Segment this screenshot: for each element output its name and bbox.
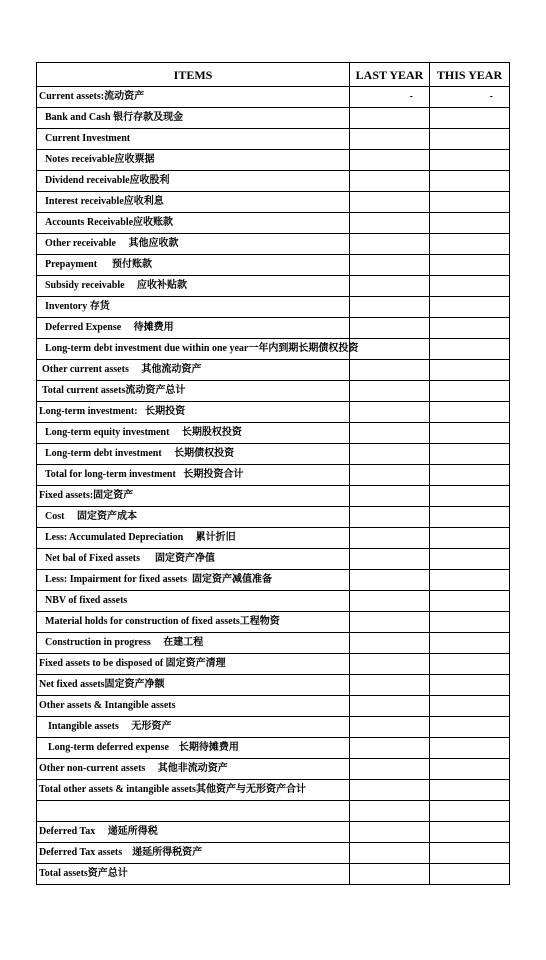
this-year-value bbox=[430, 570, 510, 591]
table-row bbox=[37, 318, 510, 339]
last-year-value bbox=[350, 801, 430, 822]
item-label-cell bbox=[37, 717, 350, 738]
item-label: Other current assets 其他流动资产 bbox=[42, 364, 202, 375]
item-label-cell bbox=[37, 171, 350, 192]
item-label: Deferred Tax 递延所得税 bbox=[39, 826, 158, 837]
table-row bbox=[37, 759, 510, 780]
last-year-value bbox=[350, 360, 430, 381]
item-label-cell bbox=[37, 192, 350, 213]
last-year-value bbox=[350, 423, 430, 444]
table-row bbox=[37, 801, 510, 822]
table-row bbox=[37, 507, 510, 528]
table-row bbox=[37, 234, 510, 255]
this-year-value bbox=[430, 696, 510, 717]
item-label: Accounts Receivable应收账款 bbox=[45, 217, 174, 228]
this-year-value bbox=[430, 864, 510, 885]
this-year-value bbox=[430, 297, 510, 318]
table-row bbox=[37, 738, 510, 759]
item-label: Deferred Tax assets 递延所得税资产 bbox=[39, 847, 203, 858]
item-label: Construction in progress 在建工程 bbox=[45, 637, 204, 648]
item-label: Current Investment bbox=[45, 133, 131, 144]
last-year-value bbox=[350, 318, 430, 339]
last-year-value bbox=[350, 192, 430, 213]
item-label: Other receivable 其他应收款 bbox=[45, 238, 179, 249]
this-year-value bbox=[430, 444, 510, 465]
item-label: Net bal of Fixed assets 固定资产净值 bbox=[45, 553, 215, 564]
item-label: Bank and Cash 银行存款及现金 bbox=[45, 112, 184, 123]
last-year-value bbox=[350, 381, 430, 402]
table-row bbox=[37, 297, 510, 318]
item-label-cell bbox=[37, 591, 350, 612]
table-row bbox=[37, 339, 510, 360]
item-label-cell bbox=[37, 612, 350, 633]
item-label-cell bbox=[37, 360, 350, 381]
last-year-value bbox=[350, 780, 430, 801]
item-label-cell bbox=[37, 486, 350, 507]
last-year-value bbox=[350, 507, 430, 528]
last-year-value bbox=[350, 297, 430, 318]
this-year-value bbox=[430, 318, 510, 339]
table-row bbox=[37, 486, 510, 507]
this-year-value bbox=[430, 402, 510, 423]
last-year-value bbox=[350, 402, 430, 423]
item-label-cell bbox=[37, 780, 350, 801]
last-year-value bbox=[350, 444, 430, 465]
table-row bbox=[37, 717, 510, 738]
item-label-cell bbox=[37, 843, 350, 864]
item-label-cell bbox=[37, 864, 350, 885]
table-row bbox=[37, 822, 510, 843]
item-label-cell bbox=[37, 150, 350, 171]
last-year-value bbox=[350, 633, 430, 654]
this-year-value bbox=[430, 507, 510, 528]
item-label: Total other assets & intangible assets其他资产与无形资产合计 bbox=[39, 784, 306, 795]
this-year-value bbox=[430, 528, 510, 549]
table-row bbox=[37, 87, 510, 108]
item-label-cell bbox=[37, 507, 350, 528]
this-year-value bbox=[430, 675, 510, 696]
table-row bbox=[37, 633, 510, 654]
last-year-value bbox=[350, 654, 430, 675]
last-year-value bbox=[350, 864, 430, 885]
this-year-value bbox=[430, 150, 510, 171]
this-year-value bbox=[430, 612, 510, 633]
table-body bbox=[37, 87, 510, 885]
last-year-value bbox=[350, 234, 430, 255]
table-row bbox=[37, 843, 510, 864]
last-year-value bbox=[350, 171, 430, 192]
table-row bbox=[37, 381, 510, 402]
item-label: NBV of fixed assets bbox=[45, 595, 128, 606]
item-label: Total current assets流动资产总计 bbox=[42, 385, 186, 396]
item-label-cell bbox=[37, 213, 350, 234]
item-label: Interest receivable应收利息 bbox=[45, 196, 164, 207]
table-row bbox=[37, 465, 510, 486]
last-year-value bbox=[350, 675, 430, 696]
last-year-value bbox=[350, 717, 430, 738]
item-label-cell bbox=[37, 402, 350, 423]
this-year-value bbox=[430, 738, 510, 759]
table-row bbox=[37, 591, 510, 612]
table-row bbox=[37, 444, 510, 465]
this-year-value bbox=[430, 423, 510, 444]
last-year-value bbox=[350, 570, 430, 591]
last-year-value bbox=[350, 696, 430, 717]
this-year-value bbox=[430, 213, 510, 234]
table-row bbox=[37, 276, 510, 297]
this-year-value bbox=[430, 549, 510, 570]
item-label: Dividend receivable应收股利 bbox=[45, 175, 170, 186]
item-label-cell bbox=[37, 297, 350, 318]
this-year-value bbox=[430, 633, 510, 654]
this-year-value bbox=[430, 843, 510, 864]
table-row bbox=[37, 171, 510, 192]
table-row bbox=[37, 528, 510, 549]
item-label-cell bbox=[37, 822, 350, 843]
item-label-cell bbox=[37, 444, 350, 465]
item-label: Notes receivable应收票据 bbox=[45, 154, 155, 165]
item-label-cell bbox=[37, 570, 350, 591]
item-label: Prepayment 预付账款 bbox=[45, 259, 153, 270]
header-this-year: THIS YEAR bbox=[430, 63, 510, 87]
header-row bbox=[37, 63, 510, 87]
last-year-value bbox=[350, 822, 430, 843]
item-label-cell bbox=[37, 87, 350, 108]
last-year-value bbox=[350, 465, 430, 486]
this-year-value bbox=[430, 339, 510, 360]
table-row bbox=[37, 423, 510, 444]
last-year-value bbox=[350, 591, 430, 612]
item-label-cell bbox=[37, 276, 350, 297]
item-label-cell bbox=[37, 549, 350, 570]
item-label: Fixed assets to be disposed of 固定资产清理 bbox=[39, 658, 226, 669]
item-label: Deferred Expense 待摊费用 bbox=[45, 322, 174, 333]
item-label: Less: Impairment for fixed assets 固定资产减值准备 bbox=[45, 574, 273, 585]
item-label: Total assets资产总计 bbox=[39, 868, 128, 879]
item-label: Long-term equity investment 长期股权投资 bbox=[45, 427, 242, 438]
table-row bbox=[37, 192, 510, 213]
table-row bbox=[37, 675, 510, 696]
item-label: Net fixed assets固定资产净额 bbox=[39, 679, 165, 690]
table-row bbox=[37, 213, 510, 234]
item-label: Material holds for construction of fixed assets工程物资 bbox=[45, 616, 280, 627]
last-year-value bbox=[350, 339, 430, 360]
last-year-value bbox=[350, 150, 430, 171]
last-year-value bbox=[350, 486, 430, 507]
item-label: Current assets:流动资产 bbox=[39, 91, 145, 102]
this-year-value bbox=[430, 780, 510, 801]
item-label-cell bbox=[37, 318, 350, 339]
table-row bbox=[37, 255, 510, 276]
item-label-cell bbox=[37, 129, 350, 150]
this-year-value bbox=[430, 255, 510, 276]
this-year-value bbox=[430, 129, 510, 150]
item-label: Intangible assets 无形资产 bbox=[48, 721, 172, 732]
last-year-value bbox=[350, 612, 430, 633]
table-row bbox=[37, 696, 510, 717]
this-year-value bbox=[430, 591, 510, 612]
table-row bbox=[37, 570, 510, 591]
table-row bbox=[37, 654, 510, 675]
item-label-cell bbox=[37, 423, 350, 444]
item-label-cell bbox=[37, 339, 359, 360]
item-label bbox=[37, 805, 39, 816]
this-year-value bbox=[430, 801, 510, 822]
last-year-value bbox=[350, 843, 430, 864]
item-label: Total for long-term investment 长期投资合计 bbox=[45, 469, 244, 480]
table-row bbox=[37, 864, 510, 885]
this-year-value bbox=[430, 192, 510, 213]
table-row bbox=[37, 129, 510, 150]
item-label: Subsidy receivable 应收补贴款 bbox=[45, 280, 188, 291]
item-label-cell bbox=[37, 759, 350, 780]
this-year-value bbox=[430, 759, 510, 780]
this-year-value bbox=[430, 465, 510, 486]
this-year-value bbox=[430, 234, 510, 255]
this-year-value: - bbox=[430, 87, 510, 108]
item-label-cell bbox=[37, 528, 350, 549]
this-year-value bbox=[430, 108, 510, 129]
item-label: Long-term debt investment 长期债权投资 bbox=[45, 448, 235, 459]
item-label: Less: Accumulated Depreciation 累计折旧 bbox=[45, 532, 236, 543]
item-label-cell bbox=[37, 633, 350, 654]
this-year-value bbox=[430, 717, 510, 738]
last-year-value bbox=[350, 213, 430, 234]
table-row bbox=[37, 402, 510, 423]
item-label-cell bbox=[37, 255, 350, 276]
item-label-cell bbox=[37, 675, 350, 696]
this-year-value bbox=[430, 171, 510, 192]
table-row bbox=[37, 108, 510, 129]
last-year-value bbox=[350, 528, 430, 549]
table-row bbox=[37, 549, 510, 570]
item-label: Cost 固定资产成本 bbox=[45, 511, 137, 522]
this-year-value bbox=[430, 381, 510, 402]
last-year-value bbox=[350, 129, 430, 150]
item-label: Long-term investment: 长期投资 bbox=[39, 406, 186, 417]
item-label: Inventory 存货 bbox=[45, 301, 110, 312]
item-label-cell bbox=[37, 801, 350, 822]
item-label-cell bbox=[37, 696, 350, 717]
table-row bbox=[37, 612, 510, 633]
this-year-value bbox=[430, 486, 510, 507]
this-year-value bbox=[430, 654, 510, 675]
item-label-cell bbox=[37, 381, 350, 402]
item-label: Long-term debt investment due within one year一年内到期长期债权投资 bbox=[45, 343, 359, 354]
last-year-value bbox=[350, 255, 430, 276]
table-row bbox=[37, 150, 510, 171]
this-year-value bbox=[430, 276, 510, 297]
item-label: Other assets & Intangible assets bbox=[39, 700, 176, 711]
last-year-value bbox=[350, 759, 430, 780]
last-year-value bbox=[350, 276, 430, 297]
last-year-value bbox=[350, 549, 430, 570]
item-label: Fixed assets:固定资产 bbox=[39, 490, 134, 501]
item-label: Other non-current assets 其他非流动资产 bbox=[39, 763, 228, 774]
header-last-year: LAST YEAR bbox=[350, 63, 430, 87]
item-label-cell bbox=[37, 465, 350, 486]
this-year-value bbox=[430, 822, 510, 843]
header-items: ITEMS bbox=[37, 63, 350, 87]
table-row bbox=[37, 360, 510, 381]
balance-sheet-table bbox=[36, 62, 510, 885]
item-label-cell bbox=[37, 108, 350, 129]
last-year-value bbox=[350, 738, 430, 759]
item-label: Long-term deferred expense 长期待摊费用 bbox=[48, 742, 239, 753]
item-label-cell bbox=[37, 234, 350, 255]
table-row bbox=[37, 780, 510, 801]
item-label-cell bbox=[37, 654, 350, 675]
item-label-cell bbox=[37, 738, 350, 759]
last-year-value: - bbox=[350, 87, 430, 108]
last-year-value bbox=[350, 108, 430, 129]
this-year-value bbox=[430, 360, 510, 381]
